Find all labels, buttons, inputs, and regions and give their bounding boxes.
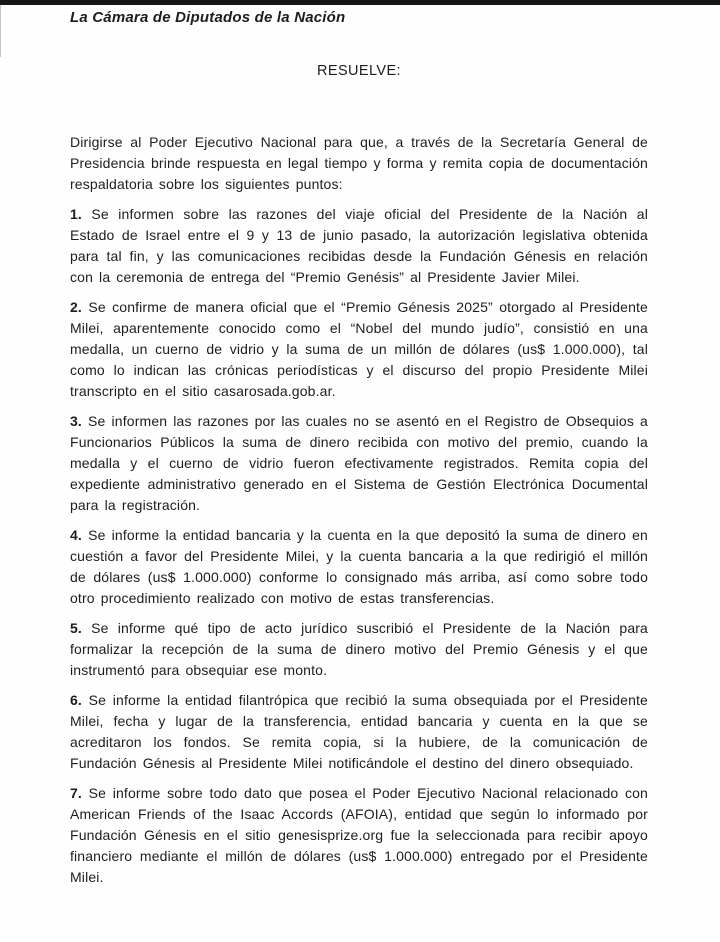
item-number: 6. bbox=[70, 692, 82, 708]
item-number: 5. bbox=[70, 620, 82, 636]
item-text: Se confirme de manera oficial que el “Premio Génesis 2025” otorgado al Presidente Milei, aparentemente conocido como el “Nobel del mundo judío”, consistió en una medalla, un cuerno de vidrio y la suma de un millón de dólares (us$ 1.000.000), tal como lo indican las crónicas periodísticas y el discurso del propio Presidente Milei transcripto en el sitio casarosada.gob.ar. bbox=[70, 299, 648, 399]
item-text: Se informe sobre todo dato que posea el Poder Ejecutivo Nacional relacionado con American Friends of the Isaac Accords (AFOIA), entidad que según lo informado por Fundación Génesis en el sitio genesisprize.org fue la seleccionada para recibir apoyo financiero mediante el millón de dólares (us$ 1.000.000) entregado por el Presidente Milei. bbox=[70, 785, 648, 885]
item-number: 1. bbox=[70, 206, 82, 222]
document-content bbox=[70, 0, 648, 888]
scan-left-edge-artifact bbox=[0, 5, 1, 57]
item-number: 2. bbox=[70, 299, 82, 315]
resolution-item-5 bbox=[70, 618, 648, 681]
item-text: Se informen sobre las razones del viaje oficial del Presidente de la Nación al Estado de Israel entre el 9 y 13 de junio pasado, la autorización legislativa obtenida para tal fin, y las comunicaciones recibidas desde la Fundación Génesis en relación con la ceremonia de entrega del “Premio Genésis” al Presidente Javier Milei. bbox=[70, 206, 648, 285]
resolution-item-4 bbox=[70, 525, 648, 609]
resolution-item-1 bbox=[70, 204, 648, 288]
resolution-item-7 bbox=[70, 783, 648, 888]
item-text: Se informe qué tipo de acto jurídico suscribió el Presidente de la Nación para formalizar la recepción de la suma de dinero motivo del Premio Génesis y el que instrumentó para obsequiar ese monto. bbox=[70, 620, 648, 678]
resolution-item-3 bbox=[70, 411, 648, 516]
item-number: 4. bbox=[70, 527, 82, 543]
item-text: Se informe la entidad filantrópica que recibió la suma obsequiada por el Presidente Milei, fecha y lugar de la transferencia, entidad bancaria y cuenta en la que se acreditaron los fondos. Se remita copia, si la hubiere, de la comunicación de Fundación Génesis al Presidente Milei notificándole el destino del dinero obsequiado. bbox=[70, 692, 648, 771]
item-text: Se informen las razones por las cuales no se asentó en el Registro de Obsequios a Funcionarios Públicos la suma de dinero recibida con motivo del premio, cuando la medalla y el cuerno de vidrio fueron efectivamente registrados. Remita copia del expediente administrativo generado en el Sistema de Gestión Electrónica Documental para la registración. bbox=[70, 413, 648, 513]
item-text: Se informe la entidad bancaria y la cuenta en la que depositó la suma de dinero en cuestión a favor del Presidente Milei, y la cuenta bancaria a la que redirigió el millón de dólares (us$ 1.000.000) conforme lo consignado más arriba, así como sobre todo otro procedimiento realizado con motivo de estas transferencias. bbox=[70, 527, 648, 606]
resolution-item-2 bbox=[70, 297, 648, 402]
item-number: 3. bbox=[70, 413, 82, 429]
item-number: 7. bbox=[70, 785, 82, 801]
resolution-item-6 bbox=[70, 690, 648, 774]
resolution-title: RESUELVE: bbox=[317, 63, 401, 79]
intro-paragraph: Dirigirse al Poder Ejecutivo Nacional para que, a través de la Secretaría General de Presidencia brinde respuesta en legal tiempo y forma y remita copia de documentación respaldatoria sobre los siguientes puntos: bbox=[70, 134, 648, 192]
chamber-header: La Cámara de Diputados de la Nación bbox=[70, 9, 346, 26]
resolution-body bbox=[70, 132, 648, 888]
